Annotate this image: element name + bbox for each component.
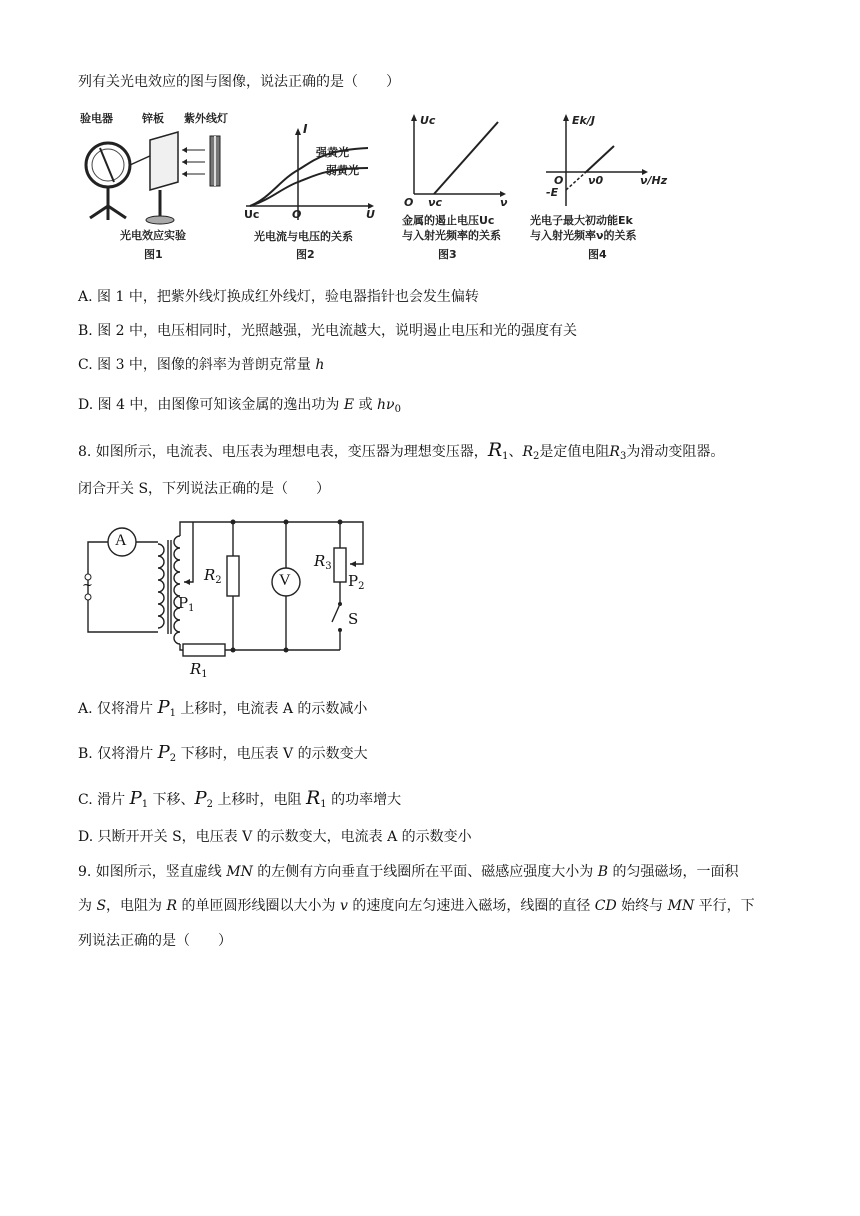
r2-label	[204, 566, 222, 586]
q9-cd: CD	[594, 898, 617, 914]
q7-option-b: B. 图 2 中，电压相同时，光照越强，光电流越大，说明遏止电压和光的强度有关	[78, 323, 577, 339]
q8-stem-r3-sub: 3	[619, 451, 627, 462]
q8-circuit-diagram	[80, 512, 380, 684]
fig4-kinetic-energy	[528, 110, 670, 265]
q9-line1-c: 的匀强磁场，一面积	[608, 864, 739, 880]
fig4-subtitle-2: 与入射光频率ν的关系	[530, 229, 637, 242]
q8-stem-line2: 闭合开关 S，下列说法正确的是（ ）	[78, 481, 331, 497]
r3-label	[314, 552, 332, 572]
q9-mn-1: MN	[226, 864, 253, 880]
q9-line2-d: 的速度向左匀速进入磁场，线圈的直径	[347, 898, 595, 914]
fig2-axis-y: I	[303, 122, 308, 136]
fig3-stopping-voltage	[400, 110, 520, 265]
p1-letter: P	[178, 594, 189, 612]
switch-label: S	[348, 610, 359, 628]
q8-stem-sep: 、	[508, 444, 523, 460]
r1-letter: R	[190, 660, 202, 678]
q9-line1	[78, 862, 739, 882]
q8-stem-r1-sub: 1	[502, 451, 509, 462]
p2-sub: 2	[358, 581, 365, 592]
q8-option-a-post: 上移时，电流表 A 的示数减小	[175, 701, 368, 717]
q8-option-b	[78, 743, 368, 769]
q9-line2-e: 始终与	[616, 898, 668, 914]
p1-label	[178, 594, 194, 614]
q7-option-d	[78, 395, 401, 420]
fig1-label-zinc: 锌板	[142, 112, 164, 125]
q9-mn-2: MN	[667, 898, 695, 914]
q7-option-d-sub: 0	[394, 404, 401, 415]
r1-label	[190, 660, 208, 680]
fig3-nu-c: νc	[428, 196, 443, 209]
fig3-name: 图3	[438, 248, 457, 261]
q7-option-d-e: E	[343, 397, 355, 413]
q8-option-c	[78, 788, 401, 815]
q8-option-c-sub1: 1	[141, 799, 149, 810]
fig1-label-uvlamp: 紫外线灯	[184, 112, 228, 125]
q8-stem-line1	[78, 440, 724, 467]
q8-option-c-rsub: 1	[320, 799, 327, 810]
ammeter-label: A	[115, 532, 127, 549]
fig4-neg-e: -E	[546, 186, 559, 199]
q8-stem-r2-sub: 2	[533, 451, 540, 462]
q8-option-a-p: P	[157, 697, 170, 718]
fig2-curve-weak: 弱黄光	[326, 164, 359, 177]
q7-stem: 列有关光电效应的图与图像，说法正确的是（ ）	[78, 74, 400, 90]
q9-line2-b: ，电阻为	[106, 898, 167, 914]
q8-option-b-sub: 2	[169, 753, 177, 764]
q8-stem-r3: R	[609, 444, 620, 460]
fig3-drawing	[400, 110, 520, 210]
q7-option-a: A. 图 1 中，把紫外线灯换成红外线灯，验电器指针也会发生偏转	[78, 289, 479, 305]
q9-line2-f: 平行，下	[694, 898, 755, 914]
q7-option-c-text: C. 图 3 中，图像的斜率为普朗克常量	[78, 357, 316, 373]
fig4-name: 图4	[588, 248, 607, 261]
fig1-photoelectric-experiment	[80, 110, 240, 265]
p2-label	[348, 572, 364, 592]
q9-line3: 列说法正确的是（ ）	[78, 933, 232, 949]
fig3-subtitle-2: 与入射光频率的关系	[402, 229, 501, 242]
r1-sub: 1	[201, 669, 208, 680]
q7-option-d-text: D. 图 4 中，由图像可知该金属的逸出功为	[78, 397, 344, 413]
q9-v: v	[339, 898, 348, 914]
q8-option-a	[78, 698, 367, 724]
q8-stem-part2: 是定值电阻	[539, 444, 610, 460]
q9-line2-c: 的单匝圆形线圈以大小为	[177, 898, 340, 914]
fig2-curve-strong: 强黄光	[316, 146, 349, 159]
q9-line2-a: 为	[78, 898, 97, 914]
q9-b: B	[597, 864, 609, 880]
q8-option-c-p2: P	[194, 788, 207, 809]
fig1-label-electroscope: 验电器	[80, 112, 113, 125]
q9-r: R	[166, 898, 178, 914]
fig4-subtitle-1: 光电子最大初动能Ek	[530, 214, 633, 227]
fig3-axis-y: Uc	[420, 114, 436, 127]
q7-option-c-h: h	[315, 357, 325, 373]
q8-option-c-mid2: 上移时，电阻	[213, 792, 306, 808]
q9-line1-b: 的左侧有方向垂直于线圈所在平面、磁感应强度大小为	[252, 864, 598, 880]
fig2-name: 图2	[296, 248, 315, 261]
fig1-subtitle: 光电效应实验	[120, 229, 186, 242]
voltmeter-label: V	[279, 572, 291, 589]
fig3-axis-x: ν	[500, 196, 508, 209]
q7-option-d-hv: hν	[377, 397, 395, 413]
r3-sub: 3	[325, 561, 332, 572]
fig1-drawing	[80, 110, 240, 235]
fig2-drawing	[240, 110, 380, 225]
fig2-origin: O	[292, 208, 302, 221]
fig4-nu0: ν0	[588, 174, 604, 187]
q8-stem-r1: R	[487, 439, 503, 461]
q8-option-a-pre: A. 仅将滑片	[78, 701, 158, 717]
q9-line1-a: 9. 如图所示，竖直虚线	[78, 864, 227, 880]
r2-letter: R	[204, 566, 216, 584]
q8-option-b-pre: B. 仅将滑片	[78, 746, 158, 762]
ac-source-symbol: ~	[82, 578, 93, 593]
q8-stem-part3: 为滑动变阻器。	[626, 444, 725, 460]
q8-stem-part1: 8. 如图所示，电流表、电压表为理想电表，变压器为理想变压器，	[78, 444, 488, 460]
q8-option-c-post: 的功率增大	[326, 792, 402, 808]
q8-stem-r2: R	[522, 444, 534, 460]
q7-figure-strip	[80, 110, 670, 265]
fig3-subtitle-1: 金属的遏止电压Uc	[402, 214, 495, 227]
fig4-origin: O	[554, 174, 564, 187]
q8-option-c-r: R	[305, 787, 321, 809]
q7-option-c	[78, 355, 324, 375]
q8-option-c-sub2: 2	[206, 799, 214, 810]
q8-option-b-p: P	[157, 742, 170, 763]
fig2-subtitle: 光电流与电压的关系	[254, 230, 353, 243]
q7-option-d-or: 或	[354, 397, 378, 413]
fig4-axis-x: ν/Hz	[640, 174, 668, 187]
q8-option-b-post: 下移时，电压表 V 的示数变大	[176, 746, 368, 762]
q8-option-c-pre: C. 滑片	[78, 792, 130, 808]
fig3-origin: O	[404, 196, 414, 209]
fig2-uc-label: Uc	[244, 208, 260, 221]
q9-line2	[78, 896, 755, 916]
fig2-current-voltage	[240, 110, 380, 265]
q8-option-c-mid: 下移、	[148, 792, 195, 808]
p1-sub: 1	[188, 603, 195, 614]
fig4-axis-y: Ek/J	[572, 114, 595, 127]
q9-s: S	[96, 898, 107, 914]
r2-sub: 2	[215, 575, 222, 586]
q8-option-a-sub: 1	[169, 708, 176, 719]
r3-letter: R	[314, 552, 326, 570]
p2-letter: P	[348, 572, 359, 590]
fig1-name: 图1	[144, 248, 163, 261]
q8-option-c-p1: P	[129, 788, 142, 809]
q8-option-d: D. 只断开开关 S，电压表 V 的示数变大，电流表 A 的示数变小	[78, 829, 472, 845]
fig2-axis-x: U	[366, 208, 375, 221]
